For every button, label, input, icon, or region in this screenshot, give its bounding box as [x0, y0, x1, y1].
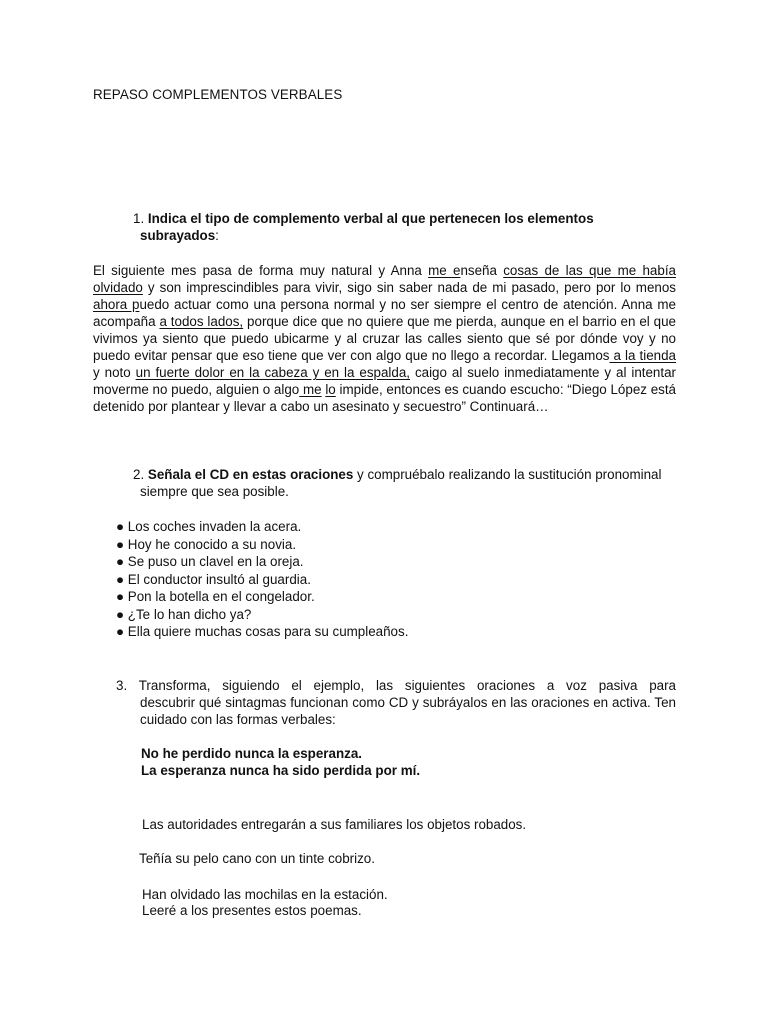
sentence-list	[116, 518, 408, 641]
underlined-phrase: me	[299, 382, 322, 397]
question-3-instruction-rest: descubrir qué sintagmas funcionan como CD y subráyalos en las oraciones en activa. Ten cuidado con las formas verbales:	[140, 695, 676, 727]
underlined-phrase: un fuerte dolor en la cabeza y en la espalda,	[135, 365, 411, 380]
exercise-sentence: Leeré a los presentes estos poemas.	[142, 903, 362, 918]
paragraph-text: uedo actuar como una persona normal y no ser siempre el centro de atención. Anna me acompaña	[93, 297, 676, 329]
example-block	[141, 745, 420, 779]
question-2	[116, 466, 678, 500]
list-item: ● ¿Te lo han dicho ya?	[116, 606, 252, 622]
question-2-line-1	[116, 466, 678, 483]
underlined-phrase: cosas de las que me había olvidado	[93, 263, 676, 295]
example-active: No he perdido nunca la esperanza.	[141, 746, 362, 761]
list-item: ● Pon la botella en el congelador.	[116, 589, 315, 604]
underlined-phrase: lo	[325, 382, 336, 397]
question-3-number: 3.	[116, 678, 128, 693]
question-3-instruction: Transforma, siguiendo el ejemplo, las siguientes oraciones a voz pasiva para	[138, 678, 676, 693]
example-passive: La esperanza nunca ha sido perdida por mí.	[141, 763, 421, 778]
list-item: ● Se puso un clavel en la oreja.	[116, 554, 304, 569]
list-item: ● Los coches invaden la acera.	[116, 519, 302, 534]
paragraph-text: porque dice que no quiere que me pierda, aunque en el barrio en el que vivimos ya siento que puedo ubicarme y al cruzar las calles siento que sé por dónde voy y no puedo evitar pensar que eso tiene que ver con algo que no llego a recordar. Llegamos	[93, 314, 676, 363]
underlined-phrase: ahora p	[93, 297, 140, 312]
paragraph-text: impide, entonces es cuando escucho: “Diego López está detenido por plantear y llevar a cabo un asesinato y secuestro” Continuará…	[93, 382, 677, 414]
paragraph-text: y son imprescindibles para vivir, sigo sin saber nada de mi pasado, pero por lo menos	[142, 280, 676, 295]
paragraph-text: y noto	[93, 365, 136, 380]
exercise-sentence: Teñía su pelo cano con un tinte cobrizo.	[139, 851, 375, 866]
question-3-line-1	[116, 677, 676, 694]
underlined-phrase: me e	[428, 263, 461, 278]
list-item: ● Hoy he conocido a su novia.	[116, 536, 297, 552]
question-1-line-2	[118, 227, 628, 244]
question-3	[116, 677, 676, 728]
paragraph-text: nseña	[460, 263, 504, 278]
list-item: ● El conductor insultó al guardia.	[116, 571, 311, 587]
question-2-number: 2.	[133, 467, 145, 482]
list-item: ● Ella quiere muchas cosas para su cumpleaños.	[116, 624, 409, 639]
question-2-line-2: siempre que sea posible.	[140, 484, 289, 499]
question-1	[118, 210, 628, 244]
page-title: REPASO COMPLEMENTOS VERBALES	[93, 87, 343, 102]
exercise-sentence-group	[142, 887, 388, 919]
paragraph-text: El siguiente mes pasa de forma muy natural y Anna	[93, 263, 429, 278]
underlined-phrase: a la tienda	[609, 348, 676, 363]
question-1-line-1	[118, 210, 628, 227]
question-1-instruction-end: subrayados	[140, 228, 216, 243]
question-2-instruction: y compruébalo realizando la sustitución pronominal	[353, 467, 662, 482]
underlined-phrase: a todos lados,	[159, 314, 244, 329]
story-paragraph	[93, 262, 676, 415]
exercise-sentence: Han olvidado las mochilas en la estación.	[142, 887, 388, 902]
exercise-sentence: Las autoridades entregarán a sus familiares los objetos robados.	[142, 817, 527, 832]
question-2-instruction-bold: Señala el CD en estas oraciones	[147, 467, 354, 482]
paragraph-text: caigo al suelo inmediatamente y al intentar moverme no puedo, alguien o algo	[93, 365, 677, 397]
question-1-instruction: Indica el tipo de complemento verbal al que pertenecen los elementos	[147, 211, 594, 226]
question-1-colon: :	[215, 228, 219, 243]
question-1-number: 1.	[133, 211, 145, 226]
